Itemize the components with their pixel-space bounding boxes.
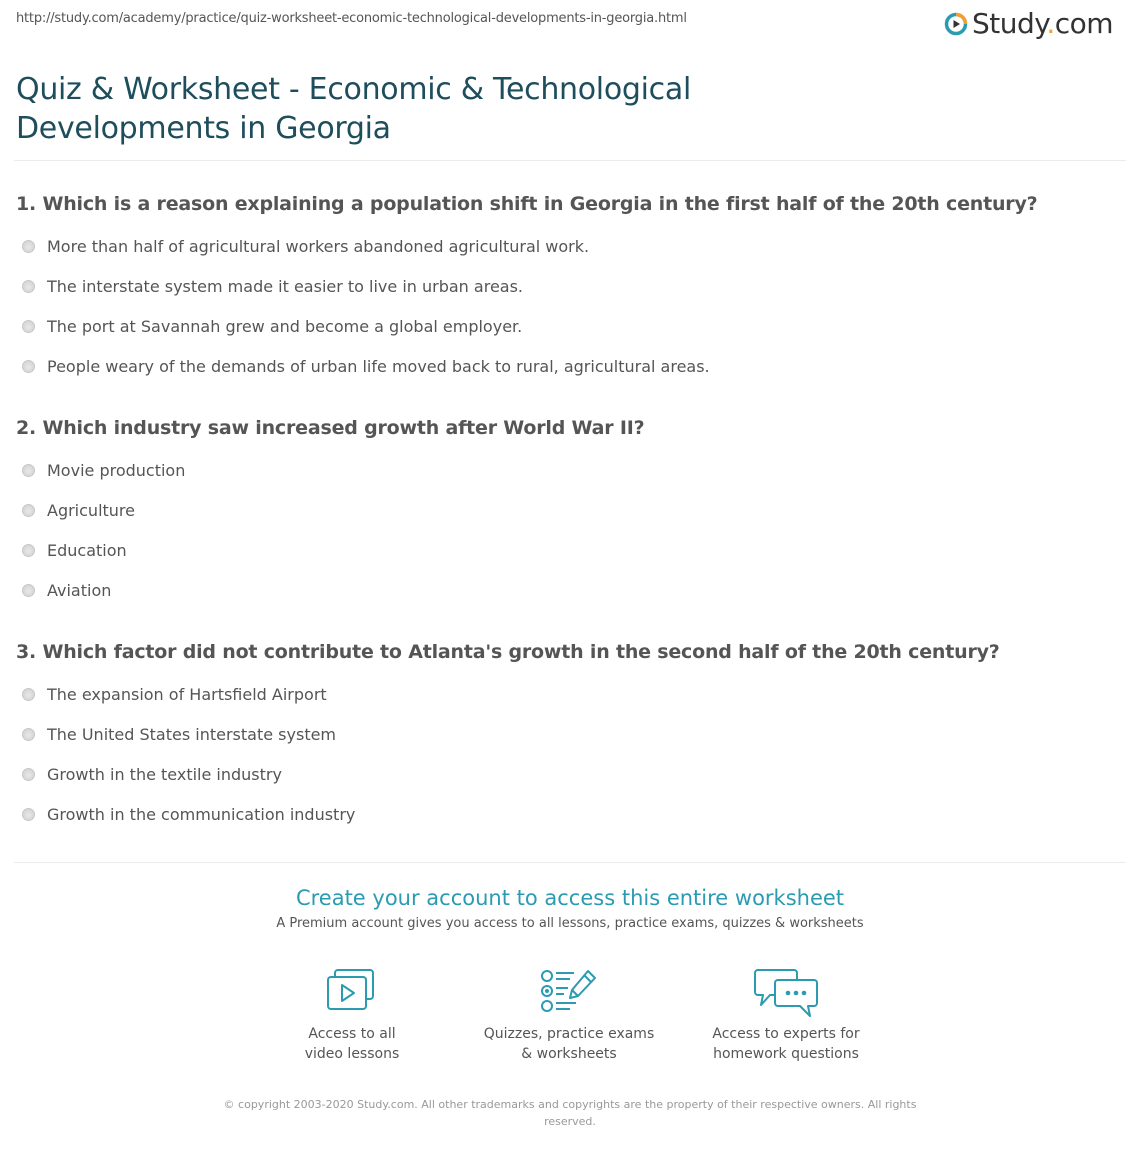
page-title: Quiz & Worksheet - Economic & Technological Developments in Georgia — [16, 72, 691, 146]
feature-video-lessons — [252, 968, 452, 1064]
page-url: http://study.com/academy/practice/quiz-worksheet-economic-technological-developments-in-georgia.html — [16, 11, 687, 26]
feature-label-line1: Quizzes, practice exams — [483, 1026, 655, 1042]
question-3-option-4[interactable] — [22, 805, 355, 824]
radio-button[interactable] — [22, 584, 35, 597]
radio-button[interactable] — [22, 808, 35, 821]
logo-tld: com — [1054, 7, 1114, 40]
question-2: 2. Which industry saw increased growth after World War II? — [16, 417, 645, 439]
option-label: Aviation — [47, 581, 112, 600]
option-label: Growth in the textile industry — [47, 765, 282, 784]
question-2-option-1[interactable] — [22, 461, 185, 480]
feature-label-line2: homework questions — [713, 1046, 859, 1062]
video-lessons-icon — [326, 968, 378, 1014]
option-label: The expansion of Hartsfield Airport — [47, 685, 327, 704]
copyright-notice: © copyright 2003-2020 Study.com. All other trademarks and copyrights are the property of their respective owners. All rights reserved. — [223, 1098, 917, 1128]
feature-experts — [686, 968, 886, 1064]
logo-wordmark — [972, 8, 1113, 40]
radio-button[interactable] — [22, 360, 35, 373]
premium-description: A Premium account gives you access to all lessons, practice exams, quizzes & worksheets — [276, 916, 864, 931]
question-1-option-1[interactable] — [22, 237, 589, 256]
radio-button[interactable] — [22, 728, 35, 741]
option-label: Agriculture — [47, 501, 135, 520]
question-3: 3. Which factor did not contribute to Atlanta's growth in the second half of the 20th century? — [16, 641, 1000, 663]
title-divider — [14, 160, 1126, 161]
radio-button[interactable] — [22, 504, 35, 517]
radio-button[interactable] — [22, 544, 35, 557]
feature-label — [686, 1024, 886, 1064]
feature-label-line1: Access to all — [308, 1026, 396, 1042]
feature-label-line2: video lessons — [304, 1046, 400, 1062]
question-2-option-3[interactable] — [22, 541, 127, 560]
option-label: Growth in the communication industry — [47, 805, 356, 824]
question-3-option-1[interactable] — [22, 685, 327, 704]
question-1-option-2[interactable] — [22, 277, 523, 296]
play-logo-icon — [944, 12, 968, 36]
study-com-logo[interactable] — [944, 8, 1113, 40]
radio-button[interactable] — [22, 688, 35, 701]
option-label: People weary of the demands of urban life moved back to rural, agricultural areas. — [47, 357, 710, 376]
question-1-option-4[interactable] — [22, 357, 710, 376]
radio-button[interactable] — [22, 320, 35, 333]
questions-divider — [14, 862, 1126, 863]
option-label: The port at Savannah grew and become a global employer. — [47, 317, 523, 336]
logo-dot: . — [1046, 7, 1055, 40]
radio-button[interactable] — [22, 280, 35, 293]
quiz-checklist-icon — [540, 968, 598, 1014]
question-1-option-3[interactable] — [22, 317, 522, 336]
logo-name: Study — [972, 7, 1047, 40]
option-label: More than half of agricultural workers abandoned agricultural work. — [47, 237, 590, 256]
feature-label-line1: Access to experts for — [712, 1026, 860, 1042]
question-1: 1. Which is a reason explaining a population shift in Georgia in the first half of the 20th century? — [16, 193, 1038, 215]
question-2-option-4[interactable] — [22, 581, 111, 600]
option-label: The United States interstate system — [47, 725, 337, 744]
option-label: Movie production — [47, 461, 186, 480]
feature-label — [469, 1024, 669, 1064]
radio-button[interactable] — [22, 768, 35, 781]
create-account-link[interactable]: Create your account to access this entire worksheet — [295, 886, 845, 910]
feature-quizzes — [469, 968, 669, 1064]
chat-bubbles-icon — [754, 968, 818, 1018]
question-3-option-2[interactable] — [22, 725, 336, 744]
option-label: The interstate system made it easier to live in urban areas. — [47, 277, 524, 296]
question-3-option-3[interactable] — [22, 765, 282, 784]
feature-label — [252, 1024, 452, 1064]
radio-button[interactable] — [22, 464, 35, 477]
feature-label-line2: & worksheets — [521, 1046, 617, 1062]
question-2-option-2[interactable] — [22, 501, 135, 520]
radio-button[interactable] — [22, 240, 35, 253]
option-label: Education — [47, 541, 127, 560]
